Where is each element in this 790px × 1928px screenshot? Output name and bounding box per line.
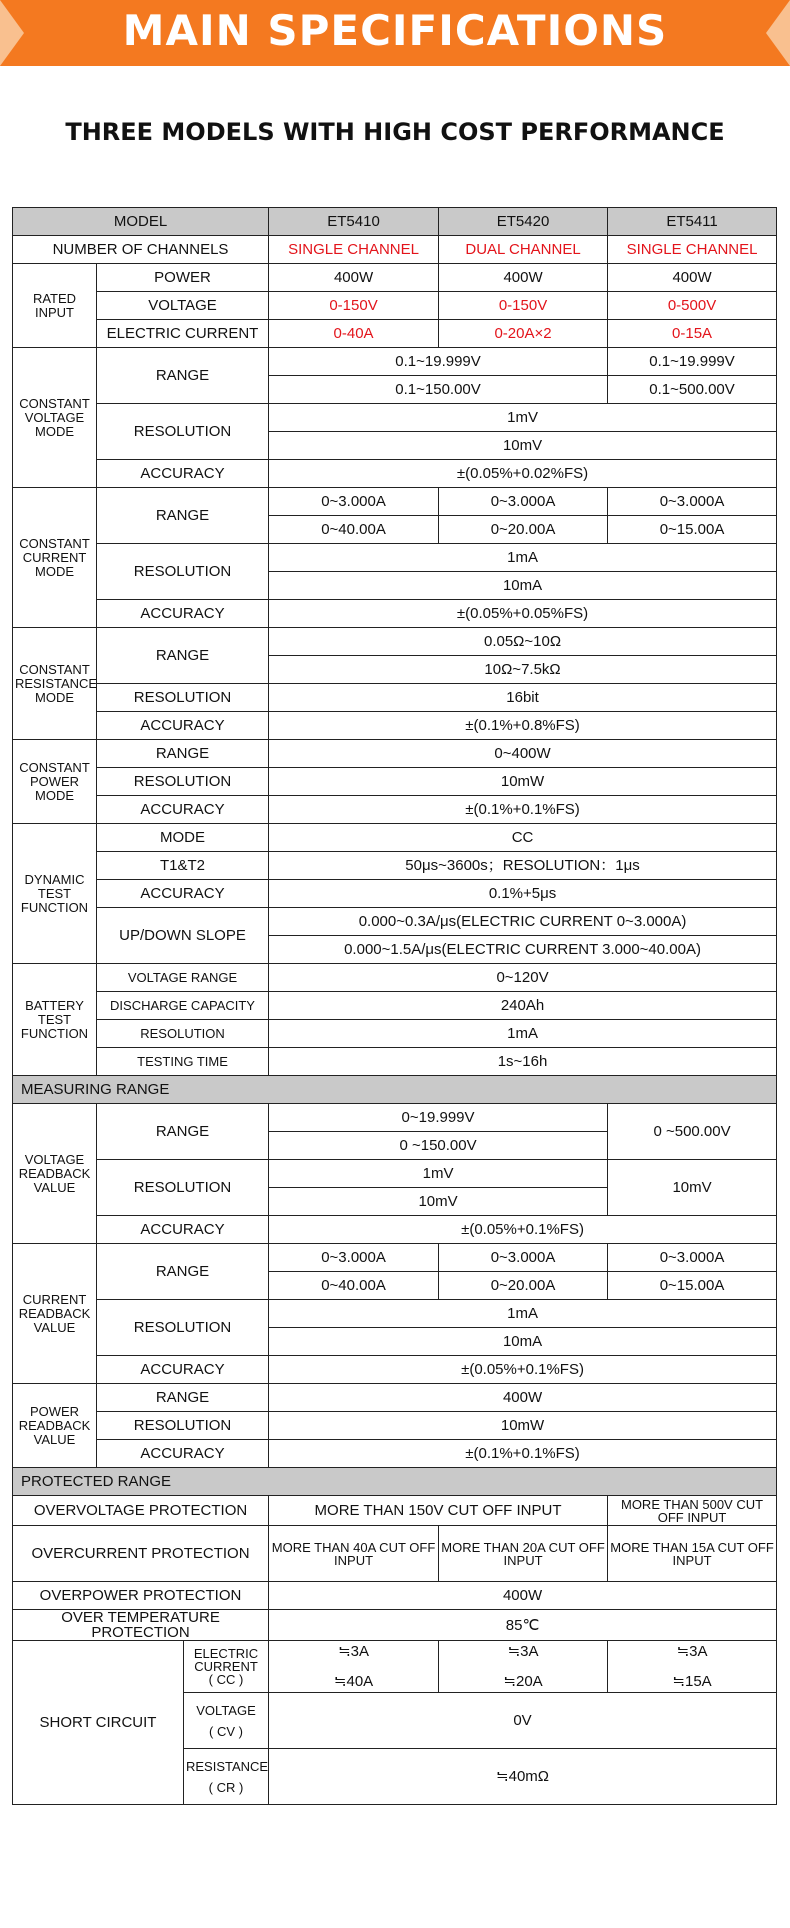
category-label: VOLTAGE READBACK VALUE: [13, 1104, 97, 1244]
table-row: [13, 796, 777, 824]
sub-label-paren: ( CR ): [208, 1779, 244, 1795]
sub-label: [184, 1749, 269, 1805]
row-label: MODE: [97, 824, 269, 852]
cell-value: 0.05Ω~10Ω: [269, 628, 777, 656]
cell-value: CC: [269, 824, 777, 852]
cell-value: 0~3.000A: [439, 1244, 608, 1272]
category-label: RATED INPUT: [13, 264, 97, 348]
row-label: RANGE: [97, 740, 269, 768]
table-row: [13, 1356, 777, 1384]
table-row: [13, 1048, 777, 1076]
sub-label: [184, 1641, 269, 1693]
row-label: RESOLUTION: [97, 1160, 269, 1216]
cell-value: 1mA: [269, 544, 777, 572]
cell-value: 10mV: [269, 432, 777, 460]
row-label: SHORT CIRCUIT: [13, 1641, 184, 1805]
value-line: ≒20A: [503, 1673, 543, 1690]
table-row: [13, 824, 777, 852]
cell-value: ±(0.05%+0.1%FS): [269, 1356, 777, 1384]
table-row: [13, 404, 777, 432]
cell-value: 1s~16h: [269, 1048, 777, 1076]
cell-value: MORE THAN 40A CUT OFF INPUT: [269, 1526, 439, 1582]
cell-value: ±(0.05%+0.02%FS): [269, 460, 777, 488]
row-label: RESOLUTION: [97, 1020, 269, 1048]
cell-value: 240Ah: [269, 992, 777, 1020]
table-row: [13, 1216, 777, 1244]
row-label: RESOLUTION: [97, 544, 269, 600]
value-line: ≒15A: [672, 1673, 712, 1690]
cell-value: 1mV: [269, 404, 777, 432]
cell-value: 0.1~19.999V: [269, 348, 608, 376]
cell-value: 10mA: [269, 572, 777, 600]
sub-label-paren: ( CC ): [208, 1672, 244, 1687]
model-label: MODEL: [13, 208, 269, 236]
row-label: T1&T2: [97, 852, 269, 880]
section-header-row: [13, 1468, 777, 1496]
table-row: [13, 320, 777, 348]
category-label: CONSTANT CURRENT MODE: [13, 488, 97, 628]
cell-value: [439, 1641, 608, 1693]
row-label: VOLTAGE RANGE: [97, 964, 269, 992]
sub-label-text: VOLTAGE: [196, 1702, 256, 1718]
row-label: RANGE: [97, 1384, 269, 1412]
cell-value: 400W: [269, 1582, 777, 1610]
cell-value: 16bit: [269, 684, 777, 712]
table-row: [13, 768, 777, 796]
table-row: [13, 1440, 777, 1468]
cell-value: 0~20.00A: [439, 516, 608, 544]
cell-value: DUAL CHANNEL: [439, 236, 608, 264]
row-label: RESOLUTION: [97, 768, 269, 796]
category-label: CONSTANT RESISTANCE MODE: [13, 628, 97, 740]
cell-value: SINGLE CHANNEL: [269, 236, 439, 264]
table-row: [13, 600, 777, 628]
table-row: [13, 1020, 777, 1048]
banner-title: MAIN SPECIFICATIONS: [122, 6, 668, 55]
row-label: RESOLUTION: [97, 1300, 269, 1356]
row-label: OVERPOWER PROTECTION: [13, 1582, 269, 1610]
table-row: [13, 852, 777, 880]
cell-value: 400W: [608, 264, 777, 292]
cell-value: ±(0.05%+0.05%FS): [269, 600, 777, 628]
row-label: OVERCURRENT PROTECTION: [13, 1526, 269, 1582]
cell-value: [269, 1641, 439, 1693]
sub-label-paren: ( CV ): [209, 1723, 243, 1739]
cell-value: ≒40mΩ: [269, 1749, 777, 1805]
category-label: CONSTANT POWER MODE: [13, 740, 97, 824]
cell-value: 0~3.000A: [439, 488, 608, 516]
category-label: BATTERY TEST FUNCTION: [13, 964, 97, 1076]
cell-value: ±(0.1%+0.8%FS): [269, 712, 777, 740]
cell-value: 0-40A: [269, 320, 439, 348]
table-row: [13, 684, 777, 712]
row-label: TESTING TIME: [97, 1048, 269, 1076]
cell-value: 0-15A: [608, 320, 777, 348]
cell-value: SINGLE CHANNEL: [608, 236, 777, 264]
title-banner: [0, 0, 790, 66]
row-label: OVERVOLTAGE PROTECTION: [13, 1496, 269, 1526]
value-line: ≒3A: [507, 1643, 539, 1660]
cell-value: 0~20.00A: [439, 1272, 608, 1300]
value-line: ≒40A: [333, 1673, 374, 1690]
row-label: ACCURACY: [97, 712, 269, 740]
row-label: RESOLUTION: [97, 404, 269, 460]
sub-label-text: ELECTRIC CURRENT: [193, 1646, 259, 1674]
cell-value: MORE THAN 15A CUT OFF INPUT: [608, 1526, 777, 1582]
cell-value: 10mA: [269, 1328, 777, 1356]
cell-value: 85℃: [269, 1610, 777, 1641]
cell-value: 0~15.00A: [608, 1272, 777, 1300]
table-row: [13, 740, 777, 768]
cell-value: 1mA: [269, 1300, 777, 1328]
cell-value: MORE THAN 20A CUT OFF INPUT: [439, 1526, 608, 1582]
cell-value: 0~400W: [269, 740, 777, 768]
category-label: DYNAMIC TEST FUNCTION: [13, 824, 97, 964]
category-label: CURRENT READBACK VALUE: [13, 1244, 97, 1384]
row-label: VOLTAGE: [97, 292, 269, 320]
table-row: [13, 908, 777, 936]
cell-value: 0~120V: [269, 964, 777, 992]
cell-value: 400W: [269, 1384, 777, 1412]
sub-label-text: RESISTANCE: [186, 1758, 269, 1774]
row-label: NUMBER OF CHANNELS: [13, 236, 269, 264]
row-label: RANGE: [97, 628, 269, 684]
cell-value: 1mA: [269, 1020, 777, 1048]
table-row: [13, 1582, 777, 1610]
cell-value: 10mW: [269, 1412, 777, 1440]
table-row: [13, 348, 777, 376]
row-label: RANGE: [97, 1104, 269, 1160]
cell-value: 0~40.00A: [269, 516, 439, 544]
cell-value: 50μs~3600s；RESOLUTION：1μs: [269, 852, 777, 880]
table-row: [13, 628, 777, 656]
cell-value: 0~19.999V: [269, 1104, 608, 1132]
cell-value: 0~3.000A: [269, 1244, 439, 1272]
table-row: [13, 964, 777, 992]
category-label: POWER READBACK VALUE: [13, 1384, 97, 1468]
row-label: ACCURACY: [97, 796, 269, 824]
cell-value: 1mV: [269, 1160, 608, 1188]
cell-value: [608, 1641, 777, 1693]
cell-value: 0-150V: [269, 292, 439, 320]
table-row: [13, 880, 777, 908]
row-label: ACCURACY: [97, 1440, 269, 1468]
cell-value: 400W: [439, 264, 608, 292]
cell-value: 10mW: [269, 768, 777, 796]
row-label: RESOLUTION: [97, 684, 269, 712]
table-row: [13, 488, 777, 516]
row-label: ELECTRIC CURRENT: [97, 320, 269, 348]
cell-value: ±(0.05%+0.1%FS): [269, 1216, 777, 1244]
row-label: ACCURACY: [97, 1356, 269, 1384]
table-row: [13, 1244, 777, 1272]
row-label: RANGE: [97, 488, 269, 544]
model-name: ET5411: [608, 208, 777, 236]
model-name: ET5420: [439, 208, 608, 236]
cell-value: 10mV: [269, 1188, 608, 1216]
cell-value: 0~3.000A: [608, 1244, 777, 1272]
table-row: [13, 712, 777, 740]
table-row: [13, 1160, 777, 1188]
cell-value: 10mV: [608, 1160, 777, 1216]
table-row: [13, 264, 777, 292]
cell-value: 0.1%+5μs: [269, 880, 777, 908]
cell-value: ±(0.1%+0.1%FS): [269, 796, 777, 824]
cell-value: 0 ~150.00V: [269, 1132, 608, 1160]
cell-value: 10Ω~7.5kΩ: [269, 656, 777, 684]
table-row: [13, 544, 777, 572]
row-label: RANGE: [97, 348, 269, 404]
row-label: DISCHARGE CAPACITY: [97, 992, 269, 1020]
row-label: ACCURACY: [97, 460, 269, 488]
cell-value: 0.1~500.00V: [608, 376, 777, 404]
cell-value: MORE THAN 500V CUT OFF INPUT: [608, 1496, 777, 1526]
cell-value: 0~15.00A: [608, 516, 777, 544]
cell-value: 0.000~0.3A/μs(ELECTRIC CURRENT 0~3.000A): [269, 908, 777, 936]
table-row: [13, 208, 777, 236]
category-label: CONSTANT VOLTAGE MODE: [13, 348, 97, 488]
value-line: ≒3A: [676, 1643, 708, 1660]
specifications-table: [12, 207, 777, 1805]
table-row: [13, 1384, 777, 1412]
table-row: [13, 460, 777, 488]
row-label: ACCURACY: [97, 1216, 269, 1244]
sub-label: [184, 1693, 269, 1749]
table-row: [13, 1641, 777, 1693]
cell-value: 0.1~150.00V: [269, 376, 608, 404]
row-label: POWER: [97, 264, 269, 292]
cell-value: 0V: [269, 1693, 777, 1749]
table-row: [13, 1496, 777, 1526]
value-line: ≒3A: [338, 1643, 369, 1660]
row-label: RESOLUTION: [97, 1412, 269, 1440]
cell-value: 0~40.00A: [269, 1272, 439, 1300]
table-row: [13, 292, 777, 320]
model-name: ET5410: [269, 208, 439, 236]
section-header: PROTECTED RANGE: [13, 1468, 777, 1496]
table-row: [13, 1412, 777, 1440]
cell-value: 0-500V: [608, 292, 777, 320]
row-label: RANGE: [97, 1244, 269, 1300]
table-row: [13, 1610, 777, 1641]
table-row: [13, 236, 777, 264]
cell-value: 0-20A×2: [439, 320, 608, 348]
cell-value: 0-150V: [439, 292, 608, 320]
row-label: ACCURACY: [97, 880, 269, 908]
table-row: [13, 992, 777, 1020]
section-header: MEASURING RANGE: [13, 1076, 777, 1104]
cell-value: MORE THAN 150V CUT OFF INPUT: [269, 1496, 608, 1526]
table-row: [13, 1526, 777, 1582]
page-subtitle: THREE MODELS WITH HIGH COST PERFORMANCE: [65, 118, 725, 146]
cell-value: 0.000~1.5A/μs(ELECTRIC CURRENT 3.000~40.00A): [269, 936, 777, 964]
cell-value: 0.1~19.999V: [608, 348, 777, 376]
cell-value: 0~3.000A: [269, 488, 439, 516]
row-label: OVER TEMPERATURE PROTECTION: [13, 1610, 269, 1641]
cell-value: ±(0.1%+0.1%FS): [269, 1440, 777, 1468]
table-row: [13, 1104, 777, 1132]
table-row: [13, 1300, 777, 1328]
cell-value: 0 ~500.00V: [608, 1104, 777, 1160]
cell-value: 0~3.000A: [608, 488, 777, 516]
row-label: UP/DOWN SLOPE: [97, 908, 269, 964]
cell-value: 400W: [269, 264, 439, 292]
row-label: ACCURACY: [97, 600, 269, 628]
section-header-row: [13, 1076, 777, 1104]
